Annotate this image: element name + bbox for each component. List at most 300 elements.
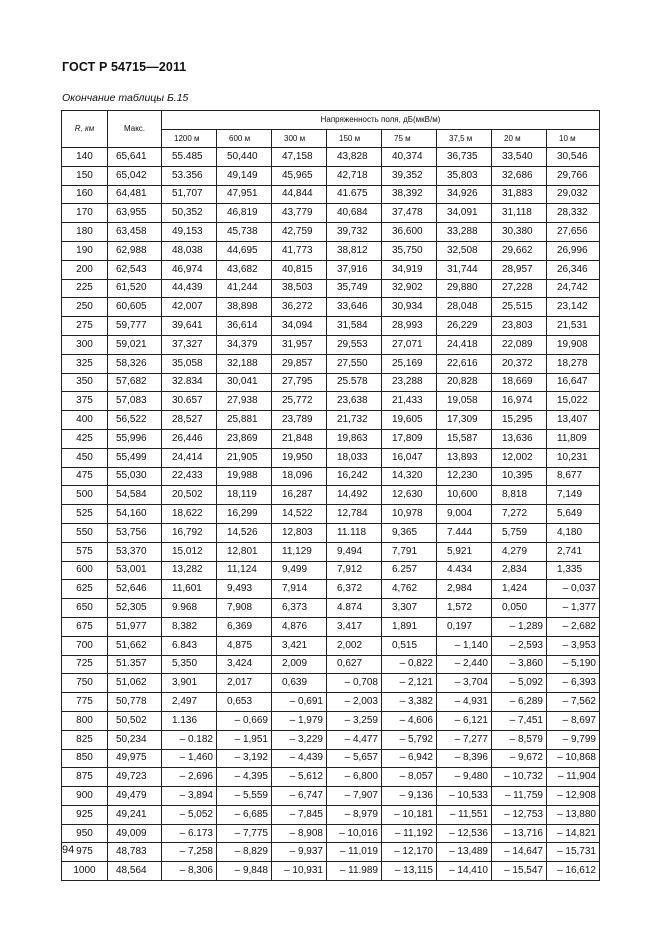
table-cell: 41.675	[327, 185, 382, 204]
table-row	[62, 768, 600, 787]
table-cell: – 16,612	[547, 862, 600, 881]
table-cell: 21,433	[382, 392, 437, 411]
table-cell: – 14,410	[437, 862, 492, 881]
document-code: ГОСТ Р 54715—2011	[62, 60, 187, 74]
cell-distance: 170	[62, 204, 108, 223]
table-cell: 34,919	[382, 260, 437, 279]
table-cell: 10,600	[437, 486, 492, 505]
table-cell: 18,278	[547, 354, 600, 373]
cell-max: 58,326	[108, 354, 162, 373]
table-row	[62, 373, 600, 392]
table-cell: 0,197	[437, 617, 492, 636]
table-cell: 24,418	[437, 335, 492, 354]
table-cell: 11.118	[327, 523, 382, 542]
table-cell: 3,307	[382, 599, 437, 618]
cell-distance: 140	[62, 148, 108, 167]
table-cell: 50,440	[217, 148, 272, 167]
table-cell: – 2,003	[327, 693, 382, 712]
table-cell: 14,522	[272, 505, 327, 524]
table-cell: – 8,057	[382, 768, 437, 787]
table-row	[62, 260, 600, 279]
cell-distance: 525	[62, 505, 108, 524]
table-cell: – 7,562	[547, 693, 600, 712]
table-cell: 9,499	[272, 561, 327, 580]
cell-max: 65,641	[108, 148, 162, 167]
table-cell: – 9,672	[492, 749, 547, 768]
table-cell: 49,149	[217, 166, 272, 185]
table-cell: 4,762	[382, 580, 437, 599]
cell-max: 65,042	[108, 166, 162, 185]
table-row	[62, 448, 600, 467]
table-cell: 7.444	[437, 523, 492, 542]
table-cell: – 8,908	[272, 824, 327, 843]
table-cell: 38,898	[217, 298, 272, 317]
table-cell: – 14,821	[547, 824, 600, 843]
table-cell: – 13,716	[492, 824, 547, 843]
table-cell: – 3,192	[217, 749, 272, 768]
table-cell: 12,784	[327, 505, 382, 524]
table-cell: 3,901	[162, 674, 217, 693]
table-cell: 19,863	[327, 429, 382, 448]
cell-max: 63,955	[108, 204, 162, 223]
table-cell: 40,684	[327, 204, 382, 223]
cell-distance: 850	[62, 749, 108, 768]
table-row	[62, 580, 600, 599]
table-row	[62, 862, 600, 881]
table-cell: 46,974	[162, 260, 217, 279]
table-cell: – 9,848	[217, 862, 272, 881]
table-cell: 22,616	[437, 354, 492, 373]
table-cell: – 6,289	[492, 693, 547, 712]
table-cell: 4.434	[437, 561, 492, 580]
cell-distance: 550	[62, 523, 108, 542]
cell-distance: 180	[62, 223, 108, 242]
table-cell: – 9,480	[437, 768, 492, 787]
table-cell: 55.485	[162, 148, 217, 167]
table-cell: 4.874	[327, 599, 382, 618]
table-cell: 33,540	[492, 148, 547, 167]
table-cell: – 10,181	[382, 805, 437, 824]
cell-max: 62,988	[108, 241, 162, 260]
table-cell: 18,033	[327, 448, 382, 467]
table-cell: 28,048	[437, 298, 492, 317]
table-cell: 1.136	[162, 711, 217, 730]
table-cell: 7,149	[547, 486, 600, 505]
table-cell: 30,546	[547, 148, 600, 167]
table-row	[62, 223, 600, 242]
table-row	[62, 711, 600, 730]
table-cell: 46,819	[217, 204, 272, 223]
sub-header-600m: 600 м	[217, 130, 272, 148]
table-row	[62, 523, 600, 542]
table-cell: 11,601	[162, 580, 217, 599]
table-cell: – 13,115	[382, 862, 437, 881]
table-cell: 12,002	[492, 448, 547, 467]
table-cell: 4,876	[272, 617, 327, 636]
table-cell: – 11,904	[547, 768, 600, 787]
table-cell: 34,379	[217, 335, 272, 354]
table-cell: 49,153	[162, 223, 217, 242]
table-cell: 29,766	[547, 166, 600, 185]
table-cell: – 12,170	[382, 843, 437, 862]
table-row	[62, 279, 600, 298]
table-cell: 32.834	[162, 373, 217, 392]
cell-max: 48,564	[108, 862, 162, 881]
table-cell: 28,993	[382, 317, 437, 336]
cell-distance: 1000	[62, 862, 108, 881]
table-cell: – 11,759	[492, 787, 547, 806]
cell-distance: 775	[62, 693, 108, 712]
table-cell: 34,094	[272, 317, 327, 336]
table-row	[62, 636, 600, 655]
cell-max: 64,481	[108, 185, 162, 204]
table-cell: 22,433	[162, 467, 217, 486]
cell-max: 51.357	[108, 655, 162, 674]
table-cell: 0,627	[327, 655, 382, 674]
table-cell: 6.843	[162, 636, 217, 655]
table-cell: – 0,691	[272, 693, 327, 712]
table-row	[62, 241, 600, 260]
table-cell: – 4,477	[327, 730, 382, 749]
cell-max: 49,009	[108, 824, 162, 843]
sub-header-1200m: 1200 м	[162, 130, 217, 148]
table-cell: 25,772	[272, 392, 327, 411]
table-cell: 30.657	[162, 392, 217, 411]
table-cell: – 5,092	[492, 674, 547, 693]
table-cell: 5,350	[162, 655, 217, 674]
table-cell: 23,142	[547, 298, 600, 317]
col-header-max: Макс.	[108, 111, 162, 148]
cell-max: 59,021	[108, 335, 162, 354]
table-cell: – 5,792	[382, 730, 437, 749]
cell-distance: 675	[62, 617, 108, 636]
table-cell: 2,497	[162, 693, 217, 712]
table-cell: – 6,800	[327, 768, 382, 787]
table-cell: – 3,382	[382, 693, 437, 712]
table-cell: 42,759	[272, 223, 327, 242]
table-cell: 18,119	[217, 486, 272, 505]
table-row	[62, 204, 600, 223]
table-cell: 23,803	[492, 317, 547, 336]
cell-distance: 950	[62, 824, 108, 843]
table-cell: 13,636	[492, 429, 547, 448]
table-cell: – 2,121	[382, 674, 437, 693]
table-cell: 33,646	[327, 298, 382, 317]
table-cell: – 2,440	[437, 655, 492, 674]
table-cell: – 13,489	[437, 843, 492, 862]
table-cell: 12,630	[382, 486, 437, 505]
table-cell: 38,503	[272, 279, 327, 298]
table-cell: 37,916	[327, 260, 382, 279]
table-cell: 8,382	[162, 617, 217, 636]
table-cell: 53.356	[162, 166, 217, 185]
cell-max: 54,584	[108, 486, 162, 505]
table-cell: 28,527	[162, 411, 217, 430]
table-cell: 9,004	[437, 505, 492, 524]
table-cell: 23,869	[217, 429, 272, 448]
table-cell: 30,041	[217, 373, 272, 392]
sub-header-75m: 75 м	[382, 130, 437, 148]
table-cell: 10,231	[547, 448, 600, 467]
table-cell: 40,815	[272, 260, 327, 279]
table-cell: 2,984	[437, 580, 492, 599]
table-cell: – 4,931	[437, 693, 492, 712]
cell-distance: 225	[62, 279, 108, 298]
cell-distance: 425	[62, 429, 108, 448]
table-cell: – 3,860	[492, 655, 547, 674]
table-cell: 35,803	[437, 166, 492, 185]
table-cell: – 12,908	[547, 787, 600, 806]
table-cell: 8,818	[492, 486, 547, 505]
table-cell: – 0,037	[547, 580, 600, 599]
col-header-r: R, км	[62, 111, 108, 148]
table-cell: 31,584	[327, 317, 382, 336]
table-cell: 2,009	[272, 655, 327, 674]
table-cell: 7,912	[327, 561, 382, 580]
table-row	[62, 599, 600, 618]
table-cell: 12,803	[272, 523, 327, 542]
table-cell: 16,242	[327, 467, 382, 486]
cell-max: 53,001	[108, 561, 162, 580]
table-cell: 32,508	[437, 241, 492, 260]
table-cell: 9,493	[217, 580, 272, 599]
table-cell: 0,639	[272, 674, 327, 693]
table-cell: – 7,907	[327, 787, 382, 806]
table-cell: 11,129	[272, 542, 327, 561]
table-cell: 42,007	[162, 298, 217, 317]
cell-max: 51,662	[108, 636, 162, 655]
table-row	[62, 335, 600, 354]
table-cell: – 8,396	[437, 749, 492, 768]
cell-max: 50,234	[108, 730, 162, 749]
table-cell: 15,022	[547, 392, 600, 411]
cell-max: 63,458	[108, 223, 162, 242]
table-cell: 29,662	[492, 241, 547, 260]
table-cell: 13,893	[437, 448, 492, 467]
table-row	[62, 429, 600, 448]
table-cell: – 6,393	[547, 674, 600, 693]
table-cell: 3,424	[217, 655, 272, 674]
cell-max: 51,977	[108, 617, 162, 636]
table-cell: – 9,136	[382, 787, 437, 806]
table-cell: 37,327	[162, 335, 217, 354]
table-cell: 15,295	[492, 411, 547, 430]
table-row	[62, 411, 600, 430]
cell-distance: 875	[62, 768, 108, 787]
table-cell: – 1,951	[217, 730, 272, 749]
table-row	[62, 749, 600, 768]
table-cell: 12,801	[217, 542, 272, 561]
table-cell: 18,096	[272, 467, 327, 486]
table-cell: 32,188	[217, 354, 272, 373]
table-cell: 28,332	[547, 204, 600, 223]
table-row	[62, 655, 600, 674]
sub-header-37-5m: 37,5 м	[437, 130, 492, 148]
table-cell: 13,282	[162, 561, 217, 580]
sub-header-150m: 150 м	[327, 130, 382, 148]
cell-distance: 160	[62, 185, 108, 204]
table-cell: 31,883	[492, 185, 547, 204]
table-row	[62, 693, 600, 712]
table-row	[62, 505, 600, 524]
table-cell: 26,346	[547, 260, 600, 279]
table-cell: 16,974	[492, 392, 547, 411]
table-cell: – 11.989	[327, 862, 382, 881]
table-cell: – 2,696	[162, 768, 217, 787]
table-cell: – 7,775	[217, 824, 272, 843]
cell-distance: 750	[62, 674, 108, 693]
table-cell: 25,881	[217, 411, 272, 430]
cell-max: 55,499	[108, 448, 162, 467]
table-cell: 29,032	[547, 185, 600, 204]
cell-distance: 600	[62, 561, 108, 580]
table-cell: 22,089	[492, 335, 547, 354]
table-cell: 16,792	[162, 523, 217, 542]
table-row	[62, 298, 600, 317]
table-row	[62, 317, 600, 336]
table-cell: – 1,979	[272, 711, 327, 730]
table-cell: 29,553	[327, 335, 382, 354]
cell-distance: 275	[62, 317, 108, 336]
table-cell: 2,002	[327, 636, 382, 655]
table-cell: – 8,979	[327, 805, 382, 824]
table-cell: – 6,685	[217, 805, 272, 824]
table-cell: 20,372	[492, 354, 547, 373]
table-body	[62, 148, 600, 881]
table-cell: – 4,395	[217, 768, 272, 787]
table-cell: – 8,829	[217, 843, 272, 862]
table-cell: 18,622	[162, 505, 217, 524]
table-cell: 27,228	[492, 279, 547, 298]
table-cell: 25,169	[382, 354, 437, 373]
cell-max: 49,723	[108, 768, 162, 787]
table-cell: – 0,669	[217, 711, 272, 730]
table-cell: 18,669	[492, 373, 547, 392]
table-cell: 44,844	[272, 185, 327, 204]
table-cell: – 1,289	[492, 617, 547, 636]
table-row	[62, 843, 600, 862]
cell-distance: 625	[62, 580, 108, 599]
table-cell: – 3,704	[437, 674, 492, 693]
table-cell: 50,352	[162, 204, 217, 223]
cell-distance: 725	[62, 655, 108, 674]
table-cell: – 7,277	[437, 730, 492, 749]
table-cell: 6,373	[272, 599, 327, 618]
table-cell: 36,600	[382, 223, 437, 242]
table-cell: – 10,732	[492, 768, 547, 787]
table-cell: 44,695	[217, 241, 272, 260]
cell-distance: 825	[62, 730, 108, 749]
table-cell: – 10,868	[547, 749, 600, 768]
table-cell: – 2,593	[492, 636, 547, 655]
table-cell: – 8,697	[547, 711, 600, 730]
table-row	[62, 392, 600, 411]
cell-distance: 375	[62, 392, 108, 411]
cell-distance: 250	[62, 298, 108, 317]
table-cell: – 1,140	[437, 636, 492, 655]
table-cell: – 8,579	[492, 730, 547, 749]
table-cell: 19,908	[547, 335, 600, 354]
cell-distance: 975	[62, 843, 108, 862]
cell-max: 59,777	[108, 317, 162, 336]
table-cell: 14,526	[217, 523, 272, 542]
table-caption: Окончание таблицы Б.15	[62, 92, 189, 104]
table-cell: – 5,190	[547, 655, 600, 674]
table-cell: 1,424	[492, 580, 547, 599]
cell-max: 55,030	[108, 467, 162, 486]
field-strength-table	[61, 110, 600, 881]
cell-distance: 150	[62, 166, 108, 185]
table-cell: 38,812	[327, 241, 382, 260]
table-cell: 47,158	[272, 148, 327, 167]
cell-distance: 325	[62, 354, 108, 373]
table-cell: – 9,937	[272, 843, 327, 862]
table-cell: 19,058	[437, 392, 492, 411]
table-cell: 0,653	[217, 693, 272, 712]
table-row	[62, 148, 600, 167]
table-cell: – 12,753	[492, 805, 547, 824]
cell-max: 54,160	[108, 505, 162, 524]
table-cell: – 5,612	[272, 768, 327, 787]
table-row	[62, 354, 600, 373]
table-cell: 30,380	[492, 223, 547, 242]
table-cell: 43,779	[272, 204, 327, 223]
cell-distance: 200	[62, 260, 108, 279]
table-cell: 10,978	[382, 505, 437, 524]
table-cell: 44,439	[162, 279, 217, 298]
table-cell: 11,809	[547, 429, 600, 448]
table-cell: 31,744	[437, 260, 492, 279]
table-cell: 25,515	[492, 298, 547, 317]
cell-max: 50,778	[108, 693, 162, 712]
table-row	[62, 805, 600, 824]
table-cell: 13,407	[547, 411, 600, 430]
table-cell: – 4,439	[272, 749, 327, 768]
table-cell: 2,834	[492, 561, 547, 580]
cell-distance: 575	[62, 542, 108, 561]
table-cell: 23,789	[272, 411, 327, 430]
table-cell: 7,908	[217, 599, 272, 618]
cell-max: 48,783	[108, 843, 162, 862]
table-cell: 26,229	[437, 317, 492, 336]
table-cell: 38,392	[382, 185, 437, 204]
table-cell: 45,965	[272, 166, 327, 185]
cell-distance: 475	[62, 467, 108, 486]
table-cell: – 6,121	[437, 711, 492, 730]
table-row	[62, 486, 600, 505]
cell-distance: 450	[62, 448, 108, 467]
table-cell: 5,649	[547, 505, 600, 524]
table-cell: 1,572	[437, 599, 492, 618]
cell-max: 56,522	[108, 411, 162, 430]
table-cell: 31,957	[272, 335, 327, 354]
table-row	[62, 787, 600, 806]
table-row	[62, 185, 600, 204]
cell-max: 61,520	[108, 279, 162, 298]
table-cell: 21,531	[547, 317, 600, 336]
table-cell: 39,641	[162, 317, 217, 336]
table-cell: 16,299	[217, 505, 272, 524]
table-cell: 6,369	[217, 617, 272, 636]
table-cell: 25.578	[327, 373, 382, 392]
table-row	[62, 674, 600, 693]
table-cell: 9.968	[162, 599, 217, 618]
table-cell: 5,921	[437, 542, 492, 561]
table-cell: 40,374	[382, 148, 437, 167]
table-cell: 6,372	[327, 580, 382, 599]
table-row	[62, 561, 600, 580]
table-cell: – 7,451	[492, 711, 547, 730]
